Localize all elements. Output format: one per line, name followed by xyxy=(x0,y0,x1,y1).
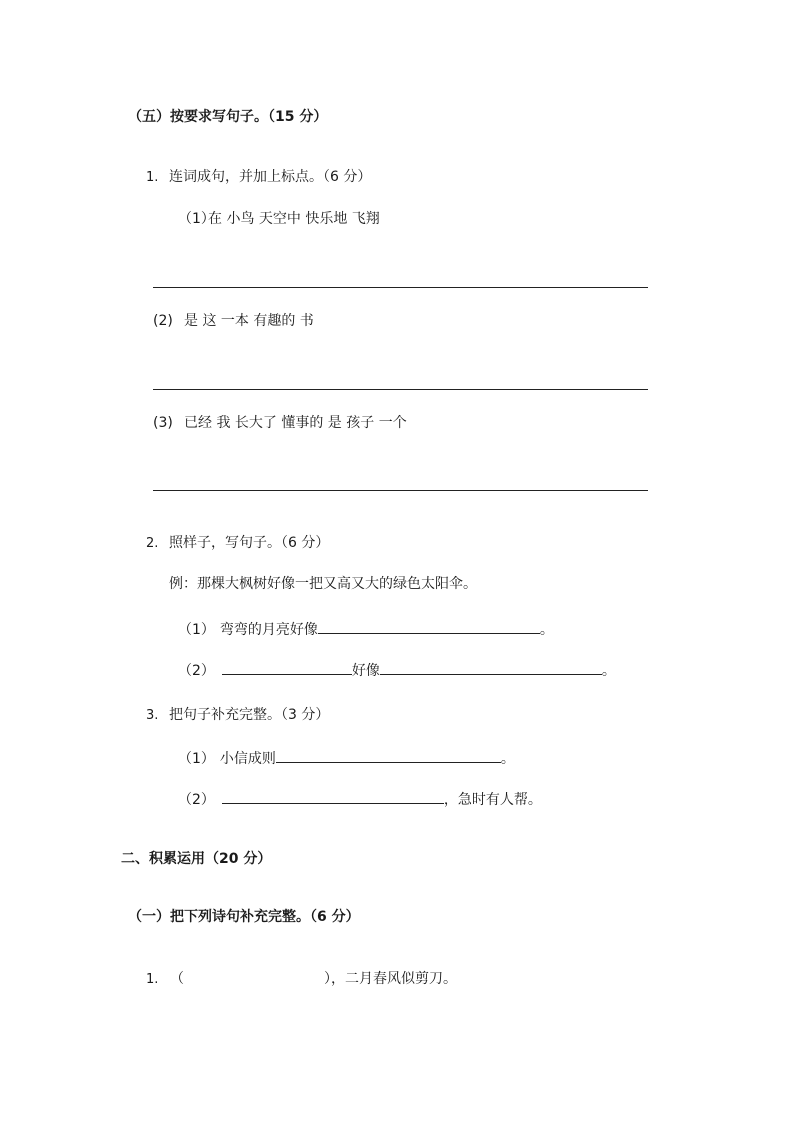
subsection-heading-one: （一）把下列诗句补充完整。（6 分） xyxy=(128,909,360,925)
q2-item-1-prefix: 弯弯的月亮好像 xyxy=(219,622,318,638)
q2-item-1-end: 。 xyxy=(539,622,554,638)
poem-question-number: 1. xyxy=(146,972,159,987)
q3-item-1-label: （1） xyxy=(178,751,215,767)
q3-item-2-suffix: ，急时有人帮。 xyxy=(443,792,542,808)
answer-line-q1-3[interactable] xyxy=(153,490,648,491)
question-text-1: 连词成句，并加上标点。（6 分） xyxy=(169,169,372,185)
answer-blank-q3-2[interactable] xyxy=(222,789,444,804)
q2-item-2-label: （2） xyxy=(178,663,215,679)
q3-item-1-end: 。 xyxy=(500,751,515,767)
poem-close-text: ），二月春风似剪刀。 xyxy=(324,971,457,987)
q3-item-1 xyxy=(178,748,515,768)
answer-line-q1-1[interactable] xyxy=(153,287,648,288)
q3-item-2-label: （2） xyxy=(178,792,215,808)
question-number-2: 2. xyxy=(146,536,159,551)
q3-item-2 xyxy=(178,789,542,809)
answer-line-q1-2[interactable] xyxy=(153,389,648,390)
q1-item-2-label: (2) xyxy=(153,313,173,329)
q2-item-1 xyxy=(178,619,554,639)
poem-answer-blank[interactable] xyxy=(184,970,324,988)
answer-blank-q2-1[interactable] xyxy=(318,619,540,634)
answer-blank-q2-2b[interactable] xyxy=(380,660,602,675)
q1-item-3-words: 已经 我 长大了 懂事的 是 孩子 一个 xyxy=(184,415,407,431)
q3-item-1-prefix: 小信成则 xyxy=(219,751,276,767)
q1-item-3-label: (3) xyxy=(153,415,173,431)
q2-item-2-end: 。 xyxy=(601,663,616,679)
q1-item-1-words: 在 小鸟 天空中 快乐地 飞翔 xyxy=(208,211,380,227)
q2-example: 例：那棵大枫树好像一把又高又大的绿色太阳伞。 xyxy=(169,576,477,592)
q1-item-1-label: （1） xyxy=(178,211,215,227)
question-number-1: 1. xyxy=(146,170,159,185)
q2-item-1-label: （1） xyxy=(178,622,215,638)
poem-open-paren: （ xyxy=(170,971,184,987)
question-text-3: 把句子补充完整。（3 分） xyxy=(169,707,330,723)
answer-blank-q2-2a[interactable] xyxy=(222,660,352,675)
question-number-3: 3. xyxy=(146,708,159,723)
q2-item-2-mid: 好像 xyxy=(351,663,380,679)
answer-blank-q3-1[interactable] xyxy=(276,748,501,763)
question-text-2: 照样子，写句子。（6 分） xyxy=(169,535,330,551)
section-heading-two: 二、积累运用（20 分） xyxy=(121,851,272,867)
section-heading-five: （五）按要求写句子。（15 分） xyxy=(128,109,328,125)
q2-item-2 xyxy=(178,660,616,680)
q1-item-2-words: 是 这 一本 有趣的 书 xyxy=(184,313,314,329)
